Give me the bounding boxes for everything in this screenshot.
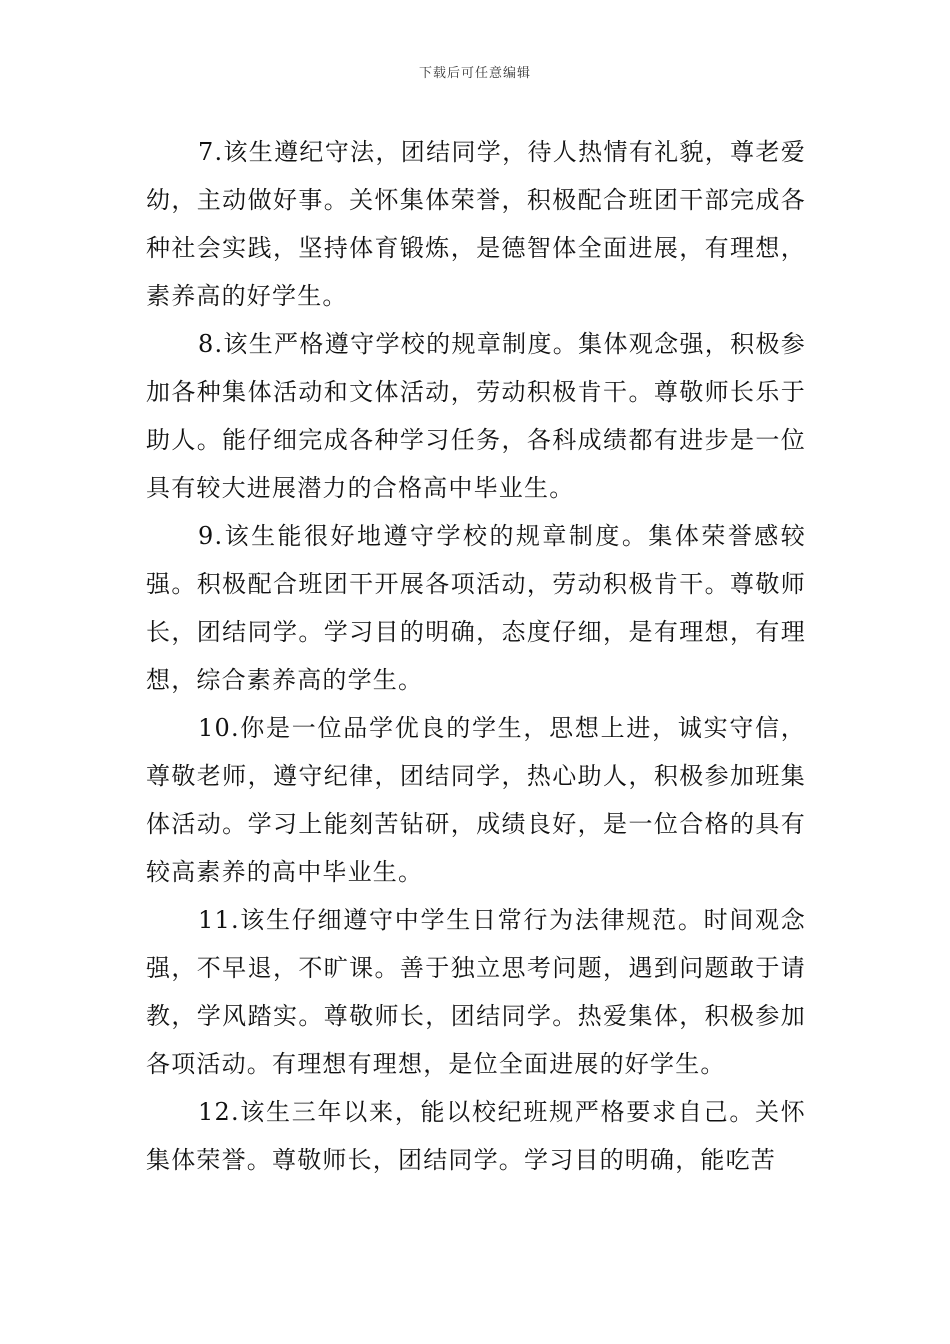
paragraph-11: 11.该生仔细遵守中学生日常行为法律规范。时间观念强，不早退，不旷课。善于独立思考问题，遇到问题敢于请教，学风踏实。尊敬师长，团结同学。热爱集体，积极参加各项活动。有理想有理想，是位全面进展的好学生。 — [146, 906, 806, 1078]
page-header: 下载后可任意编辑 — [418, 66, 531, 81]
paragraph-9: 9.该生能很好地遵守学校的规章制度。集体荣誉感较强。积极配合班团干开展各项活动，劳动积极肯干。尊敬师长，团结同学。学习目的明确，态度仔细，是有理想，有理想，综合素养高的学生。 — [146, 522, 806, 694]
paragraph-7: 7.该生遵纪守法，团结同学，待人热情有礼貌，尊老爱幼，主动做好事。关怀集体荣誉，积极配合班团干部完成各种社会实践，坚持体育锻炼，是德智体全面进展，有理想，素养高的好学生。 — [146, 138, 806, 310]
paragraph-8: 8.该生严格遵守学校的规章制度。集体观念强，积极参加各种集体活动和文体活动，劳动积极肯干。尊敬师长乐于助人。能仔细完成各种学习任务，各科成绩都有进步是一位具有较大进展潜力的合格高中毕业生。 — [146, 330, 806, 502]
paragraph-10: 10.你是一位品学优良的学生，思想上进，诚实守信，尊敬老师，遵守纪律，团结同学，热心助人，积极参加班集体活动。学习上能刻苦钻研，成绩良好，是一位合格的具有较高素养的高中毕业生。 — [146, 714, 806, 886]
paragraph-12: 12.该生三年以来，能以校纪班规严格要求自己。关怀集体荣誉。尊敬师长，团结同学。学习目的明确，能吃苦 — [146, 1098, 806, 1174]
document-body — [146, 128, 806, 1184]
